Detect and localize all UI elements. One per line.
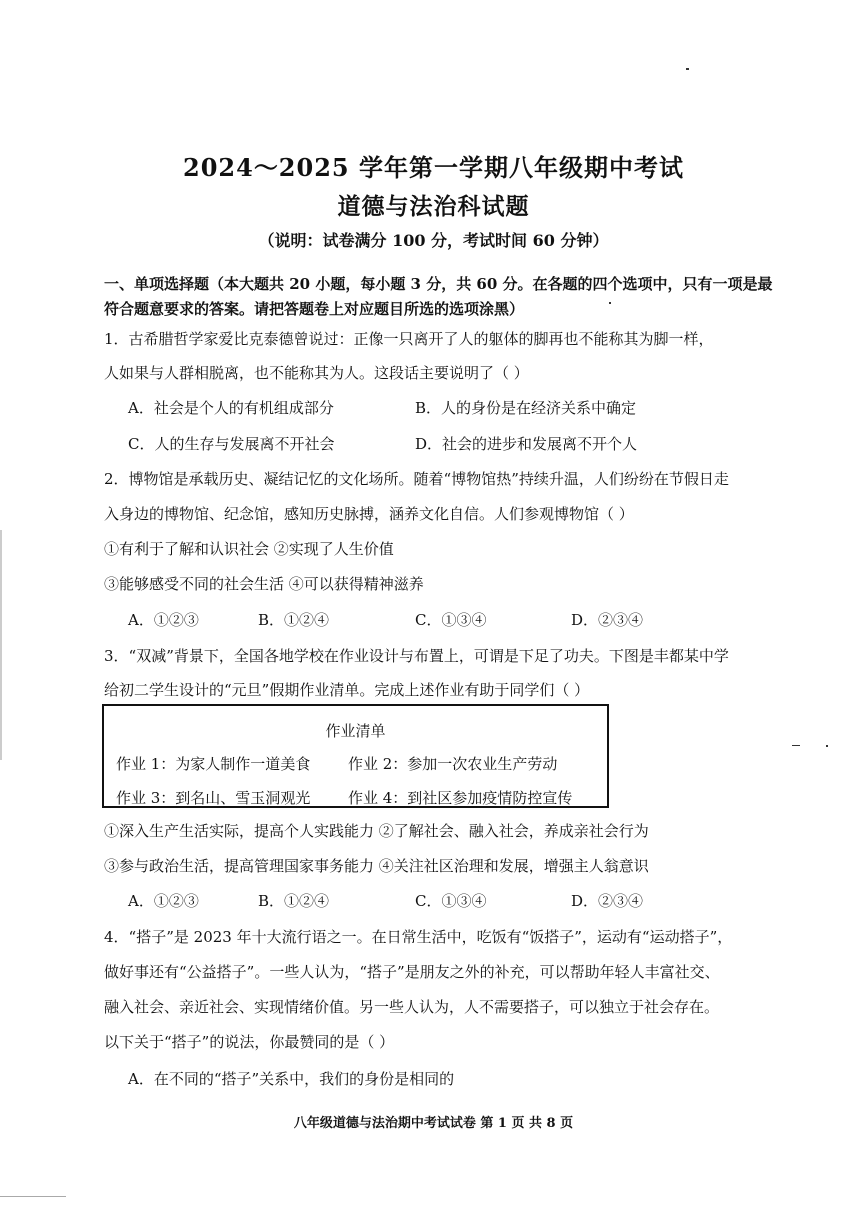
q3-stem-line1: 3．“双减”背景下，全国各地学校在作业设计与布置上，可谓是下足了功夫。下图是丰都某中学 [104,647,729,665]
q1-option-b: B．人的身份是在经济关系中确定 [415,399,637,417]
exam-note: （说明：试卷满分 100 分，考试时间 60 分钟） [258,231,609,250]
q3-option-c: C．①③④ [415,892,487,910]
section-instructions-line1: 一、单项选择题（本大题共 20 小题，每小题 3 分，共 60 分。在各题的四个选项中，只有一项是最 [104,275,773,293]
q2-option-b: B．①②④ [258,611,330,629]
q4-stem-line3: 融入社会、亲近社会、实现情绪价值。另一些人认为，人不需要搭子，可以独立于社会存在。 [104,998,720,1016]
scan-edge-line [0,530,2,760]
q2-statements-line1: ①有利于了解和认识社会 ②实现了人生价值 [104,540,394,558]
homework-list-table [102,704,609,808]
q3-statements-line2: ③参与政治生活，提高管理国家事务能力 ④关注社区治理和发展，增强主人翁意识 [104,857,649,875]
q3-stem-line2: 给初二学生设计的“元旦”假期作业清单。完成上述作业有助于同学们（ ） [104,681,590,699]
q1-option-a: A．社会是个人的有机组成部分 [128,399,334,417]
q2-stem-line1: 2．博物馆是承载历史、凝结记忆的文化场所。随着“博物馆热”持续升温，人们纷纷在节假日走 [104,470,729,488]
page-footer: 八年级道德与法治期中考试试卷 第 1 页 共 8 页 [293,1116,574,1131]
homework-list-title: 作业清单 [325,722,386,740]
q2-option-c: C．①③④ [415,611,487,629]
q4-stem-line4: 以下关于“搭子”的说法，你最赞同的是（ ） [104,1033,395,1051]
q2-stem-line2: 入身边的博物馆、纪念馆，感知历史脉搏，涵养文化自信。人们参观博物馆（ ） [104,505,634,523]
scan-speck [686,68,689,70]
q2-option-d: D．②③④ [571,611,644,629]
q4-stem-line2: 做好事还有“公益搭子”。一些人认为，“搭子”是朋友之外的补充，可以帮助年轻人丰富社交、 [104,963,720,981]
exam-subject: 道德与法治科试题 [337,193,530,220]
homework-item-1: 作业 1：为家人制作一道美食 [116,755,311,773]
scan-speck [792,745,800,746]
exam-title: 2024～2025 学年第一学期八年级期中考试 [183,153,684,182]
scan-speck [609,302,611,304]
q3-option-b: B．①②④ [258,892,330,910]
q1-stem-line2: 人如果与人群相脱离，也不能称其为人。这段话主要说明了（ ） [104,364,529,382]
q1-option-c: C．人的生存与发展离不开社会 [128,435,335,453]
homework-item-2: 作业 2：参加一次农业生产劳动 [348,755,558,773]
q4-stem-line1: 4．“搭子”是 2023 年十大流行语之一。在日常生活中，吃饭有“饭搭子”，运动有“运动搭子”， [104,928,733,946]
q4-option-a: A．在不同的“搭子”关系中，我们的身份是相同的 [128,1070,455,1088]
q3-option-a: A．①②③ [128,892,199,910]
homework-item-4: 作业 4：到社区参加疫情防控宣传 [348,789,573,807]
q3-option-d: D．②③④ [571,892,644,910]
scan-speck [826,745,828,747]
section-instructions-line2: 符合题意要求的答案。请把答题卷上对应题目所选的选项涂黑） [104,300,525,318]
q1-stem-line1: 1．古希腊哲学家爱比克泰德曾说过：正像一只离开了人的躯体的脚再也不能称其为脚一样， [104,330,714,348]
q2-option-a: A．①②③ [128,611,199,629]
homework-item-3: 作业 3：到名山、雪玉洞观光 [116,789,311,807]
scan-edge-line [0,1196,66,1197]
q1-option-d: D．社会的进步和发展离不开个人 [415,435,638,453]
q2-statements-line2: ③能够感受不同的社会生活 ④可以获得精神滋养 [104,575,424,593]
q3-statements-line1: ①深入生产生活实际，提高个人实践能力 ②了解社会、融入社会，养成亲社会行为 [104,822,649,840]
